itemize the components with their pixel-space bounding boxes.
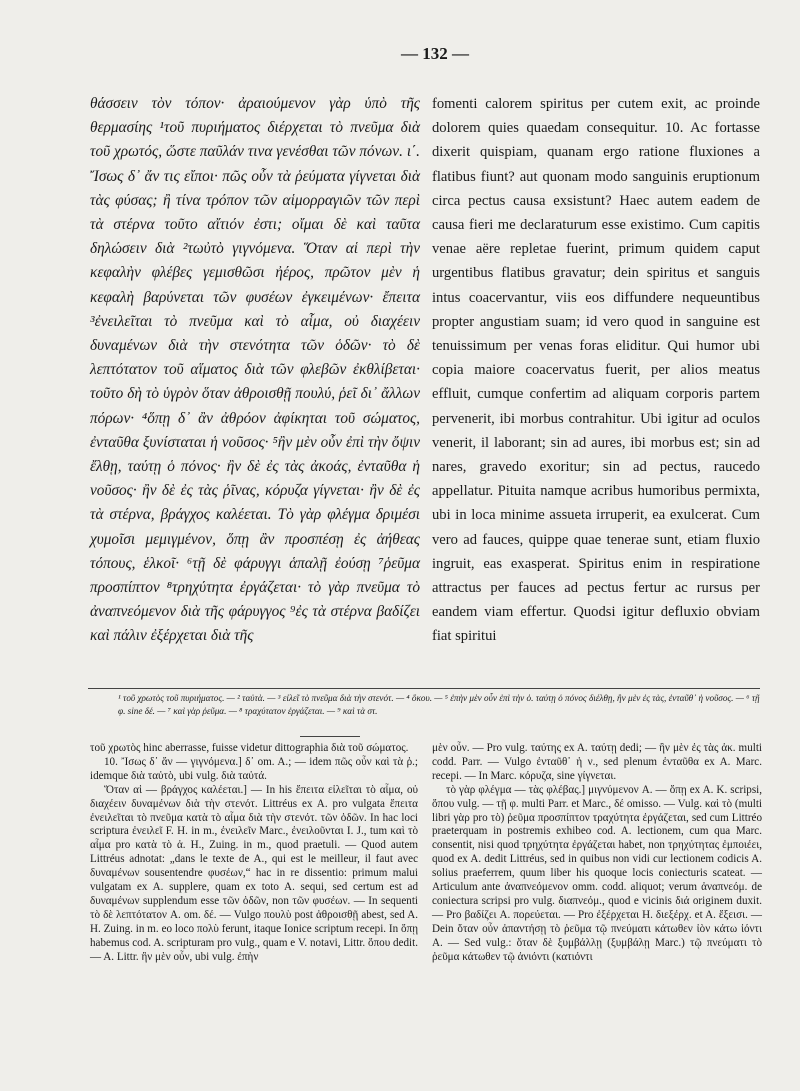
critical-notes-right [432, 742, 762, 965]
critical-note: Ὅταν αἱ — βράγχος καλέεται.] — In his ἔπειτα εἰλεῖται τὸ αἷμα, οὐ διαχέειν δυναμένων διὰ τὴν στενότ. Littréus ex A. pro vulgata ἔπειτα ἐνειλεῖται τὸ πνεῦμα κατὰ τὸ αἷμα διὰ τὴν στενότ. τῶν ὁδῶν. In hac loci scriptura ἐνειλεῖ F. H. in m., ἐνειλεῖν Marc., ἐνειλοῦνται I. J., tum καὶ τὸ αἷμα pro κατὰ τὸ ἀ. H., Zuing. in m., quod praetuli. — Quod autem Littréus adnotat: „dans le texte de A., qui est le meilleur, il faut avec δυναμένων sousentendre φυσέων,“ hac in re dissentio: primum malui vulgatam ex A. supplere, quam ex toto A. sequi, sed certum est ad δυναμένων supplendum esse τῶν ὁδῶν, non τῶν φυσέων. — In sequenti τὸ δὲ λεπτότατον A. om. δέ. — Vulgo πουλὺ post ἀθροισθῇ abest, sed A. H. Zuing. in m. eo loco πολὺ ferunt, itaque Ionice scriptum recepi. In ὅπῃ habemus cod. A. scripturam pro vulg., quam e V. notavi, Littr. ὅπου dedit. — A. Littr. ἢν μὲν οὖν, ubi vulg. ἐπὴν [90, 783, 418, 963]
latin-translation-column [432, 92, 760, 649]
page-number: — 132 — [401, 44, 469, 63]
greek-text-column [90, 92, 420, 649]
footnote-divider [88, 688, 760, 689]
critical-notes-left [90, 742, 418, 965]
greek-footnotes [118, 692, 768, 718]
critical-note: τοῦ χρωτὸς hinc aberrasse, fuisse videtur dittographia διὰ τοῦ σώματος. [90, 742, 409, 754]
critical-note: τὸ γὰρ φλέγμα — τὰς φλέβας.] μιγνύμενον A. — ὅπῃ ex A. K. scripsi, ὅπου vulg. — τῇ φ. multi Parr. et Marc., δέ omisso. — Vulg. καὶ τὸ (multi libri γὰρ pro τὸ) ῥεῦμα προσπίπτον τραχύτητα ἐργάζεται, sed cum Littréo praeterquam in postremis exhibeo cod. A. lectionem, cum qua Marc. consentit, nisi quod τρηχύτητα ἐργάζεται habet, non τρηχύτητας ἐμποιέει, quod ex A. dedit Littréus, sed in quibus non vidi cur lectionem codicis A. solius praeferrem, quum liber his quoque locis coniecturis scateat. — Articulum ante ἀναπνεόμενον omm. codd. aliquot; verum ἀναπνεόμ. de coniectura scripsi pro vulg. διαπνεόμ., quod e vicinis διά originem duxit. — Pro βαδίζει A. πορεύεται. — Pro ἐξέρχεται H. διεξέρχ. et A. ἔξεισι. — Dein ὅταν οὖν ἀπαντήσῃ τὸ ῥεῦμα τῷ πνεύματι κάτωθεν ἰὸν κάτω ἰόντι A. — Sed vulg.: ὅταν δὲ ξυμβάλλῃ (ξυμβάλῃ Marc.) τῷ πνεύματι τὸ ῥεῦμα κάτωθεν τῷ ἀνιόντι (κατιόντι [432, 783, 762, 963]
apparatus-divider [300, 736, 360, 737]
critical-note: 10. Ἴσως δ᾽ ἄν — γιγνόμενα.] δ᾽ om. A.; — idem πῶς οὖν καὶ τὰ ῥ.; idemque διὰ ταὐτὸ, ubi vulg. διὰ ταὐτά. [90, 755, 418, 782]
greek-footnotes-text: ¹ τοῦ χρωτὸς τοῦ πυριήματος. — ² ταὐτὰ. — ³ εἰλεῖ τὸ πνεῦμα διὰ τὴν στενότ. — ⁴ ὅκου. — ⁵ ἐπὴν μὲν οὖν ἐπὶ τὴν ὀ. ταύτῃ ὁ πόνος διέλθῃ, ἢν μὲν ἐς τὰς, ἐνταῦθ᾽ ἡ νοῦσος. — ⁶ τῇ φ. sine δέ. — ⁷ καὶ γὰρ ῥεῦμα. — ⁸ τραχύτατον ἐργάζεται. — ⁹ καὶ τὰ στ. [118, 693, 760, 716]
critical-note: μὲν οὖν. — Pro vulg. ταύτης ex A. ταύτῃ dedi; — ἢν μὲν ἐς τὰς ἀκ. multi codd. Parr. — Vulgo ἐνταῦθ᾽ ἡ ν., sed plenum ἐνταῦθα ex A. Marc. recepi. — In Marc. κόρυζα, sine γίγνεται. [432, 742, 762, 782]
latin-text: fomenti calorem spiritus per cutem exit, ac proinde dolorem quies quaedam consequitur. 10. Ac fortasse dixerit quispiam, quanam ergo ratione fluxiones a flatibus fiunt? aut quonam modo sanguinis eruptionum circa pectus causa exsistunt? Haec autem eadem de causa fieri me declaraturum esse existimo. Cum capitis venae aëre repletae fuerint, primum quidem caput urgentibus flatibus gravatur; dein spiritus et sanguis intus coacervantur, viis eos diffundere nequeuntibus propter angustiam suam; id vero quod in sanguine est tenuissimum per venas foras eliditur. Qui humor ubi copia maiore coacervatus fuerit, per alios meatus effluit, cumque confertim ad aliquam corporis partem pervenerit, ibi morbus contrahitur. Ubi igitur ad oculos venerit, il laborant; sin ad aures, ibi morbus est; sin ad nares, gravedo exoritur; sin ad pectus, raucedo appellatur. Pituita namque acribus humoribus permixta, ubi in loca minime assueta irruperit, ea exulcerat. Cum vero ad fauces, quippe quae tenerae sunt, etiam fluxio ingruit, eas exasperat. Spiritus enim in respiratione attractus per fauces ad pectus fertur ac rursus per eandem viam effertur. Quodsi igitur defluxio obviam fiat spiritui [432, 96, 760, 645]
greek-text: θάσσειν τὸν τόπον· ἀραιούμενον γὰρ ὑπὸ τῆς θερμασίης ¹τοῦ πυριήματος διέρχεται τὸ πνεῦμα διὰ τοῦ χρωτός, ὥστε παῦλάν τινα γενέσθαι τῶν πόνων. ι΄. Ἴσως δ᾽ ἄν τις εἴποι· πῶς οὖν τὰ ῥεύματα γίγνεται διὰ τὰς φύσας; ἢ τίνα τρόπον τῶν αἱμορραγιῶν τῶν περὶ τὰ στέρνα τοῦτο αἴτιόν ἐστι; οἴμαι δὲ καὶ ταῦτα δηλώσειν διὰ ²τωὐτὸ γιγνόμενα. Ὅταν αἱ περὶ τὴν κεφαλὴν φλέβες γεμισθῶσι ἠέρος, πρῶτον μὲν ἡ κεφαλὴ βαρύνεται τῶν φυσέων ἐγκειμένων· ἔπειτα ³ἐνειλεῖται τὸ πνεῦμα καὶ τὸ αἷμα, οὐ διαχέειν δυναμένων διὰ τὴν στενότητα τῶν ὁδῶν· τὸ δὲ λεπτότατον τοῦ αἵματος διὰ τῶν φλεβῶν ἐκθλίβεται· τοῦτο δὴ τὸ ὑγρὸν ὅταν ἀθροισθῇ πουλύ, ῥεῖ δι᾽ ἄλλων πόρων· ⁴ὅπῃ δ᾽ ἂν ἀθρόον ἀφίκηται τοῦ σώματος, ἐνταῦθα ξυνίσταται ἡ νοῦσος· ⁵ἢν μὲν οὖν ἐπὶ τὴν ὄψιν ἔλθῃ, ταύτῃ ὁ πόνος· ἢν δὲ ἐς τὰς ἀκοάς, ἐνταῦθα ἡ νοῦσος· ἢν δὲ ἐς τὰς ῥῖνας, κόρυζα γίγνεται· ἢν δὲ ἐς τὰ στέρνα, βράγχος καλέεται. Τὸ γὰρ φλέγμα δριμέσι χυμοῖσι μεμιγμένον, ὅπῃ ἂν προσπέσῃ ἐς ἀήθεας τόπους, ἑλκοῖ· ⁶τῇ δὲ φάρυγγι ἁπαλῇ ἐούσῃ ⁷ῥεῦμα προσπίπτον ⁸τρηχύτητα ἐργάζεται· τὸ γὰρ πνεῦμα τὸ ἀναπνεόμενον διὰ τῆς φάρυγγος ⁹ἐς τὰ στέρνα βαδίζει καὶ πάλιν ἐξέρχεται διὰ τῆς [90, 95, 420, 645]
